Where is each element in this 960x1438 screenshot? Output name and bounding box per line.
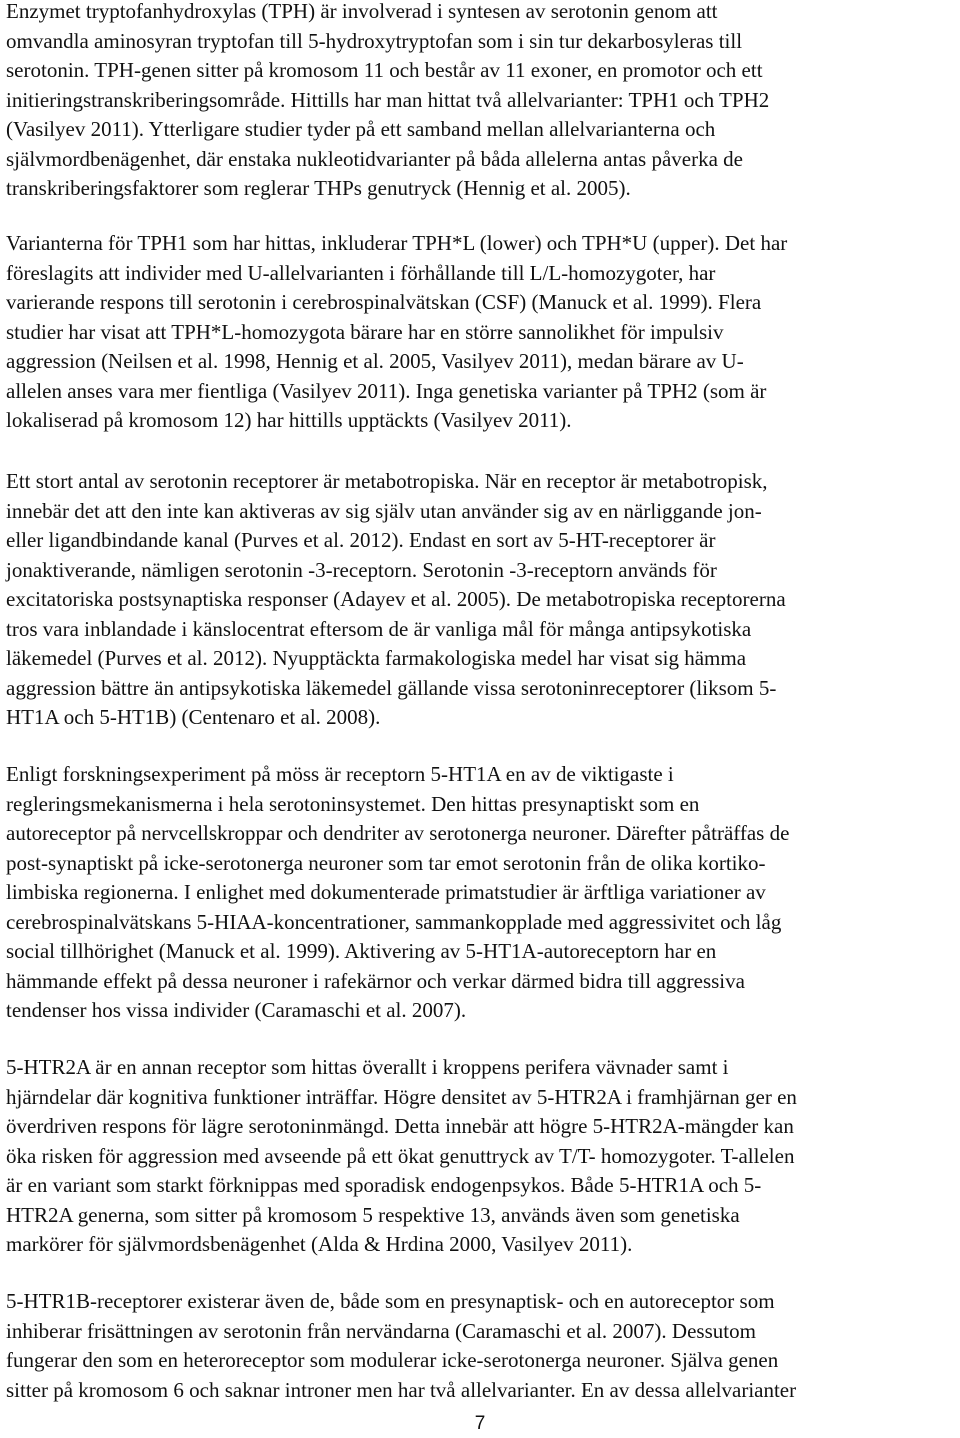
- text-line: (Vasilyev 2011). Ytterligare studier tyder på ett samband mellan allelvarianterna och: [6, 117, 716, 141]
- paragraph-serotonin-receptors: [6, 467, 954, 733]
- text-line: serotonin. TPH-genen sitter på kromosom 11 och består av 11 exoner, en promotor och ett: [6, 58, 763, 82]
- text-line: limbiska regionerna. I enlighet med dokumenterade primatstudier är ärftliga variationer av: [6, 880, 766, 904]
- text-line: öka risken för aggression med avseende på ett ökat genuttryck av T/T- homozygoter. T-allelen: [6, 1143, 795, 1168]
- text-line: eller ligandbindande kanal (Purves et al. 2012). Endast en sort av 5-HT-receptorer är: [6, 528, 716, 552]
- paragraph-5htr1b-receptor: [6, 1287, 954, 1405]
- text-line: jonaktiverande, nämligen serotonin -3-receptorn. Serotonin -3-receptorn används för: [6, 557, 717, 582]
- text-line: transkriberingsfaktorer som reglerar THPs genutryck (Hennig et al. 2005).: [6, 176, 631, 200]
- text-line: föreslagits att individer med U-allelvarianten i förhållande till L/L-homozygoter, har: [6, 260, 716, 285]
- paragraph-tph1-variants: [6, 229, 954, 436]
- text-line: hjärndelar där kognitiva funktioner inträffar. Högre densitet av 5-HTR2A i framhjärnan ger en: [6, 1084, 797, 1109]
- text-line: Enzymet tryptofanhydroxylas (TPH) är involverad i syntesen av serotonin genom att: [6, 0, 718, 23]
- text-line: lokaliserad på kromosom 12) har hittills upptäckts (Vasilyev 2011).: [6, 408, 572, 432]
- text-line: initieringstranskriberingsområde. Hittills har man hittat två allelvarianter: TPH1 och TPH2: [6, 87, 770, 112]
- text-line: aggression (Neilsen et al. 1998, Hennig et al. 2005, Vasilyev 2011), medan bärare av U-: [6, 349, 744, 373]
- text-line: varierande respons till serotonin i cerebrospinalvätskan (CSF) (Manuck et al. 1999). Flera: [6, 290, 762, 314]
- text-line: tros vara inblandade i känslocentrat eftersom de är vanliga mål för många antipsykotiska: [6, 616, 752, 641]
- text-line: excitatoriska postsynaptiska responser (Adayev et al. 2005). De metabotropiska receptorerna: [6, 587, 786, 611]
- text-line: är en variant som starkt förknippas med sporadisk endogenpsykos. Både 5-HTR1A och 5-: [6, 1173, 762, 1197]
- text-line: HTR2A generna, som sitter på kromosom 5 respektive 13, används även som genetiska: [6, 1202, 740, 1227]
- text-line: 5-HTR1B-receptorer existerar även de, både som en presynaptisk- och en autoreceptor som: [6, 1289, 775, 1313]
- text-line: inhiberar frisättningen av serotonin från nervändarna (Caramaschi et al. 2007). Dessutom: [6, 1318, 756, 1343]
- text-line: självmordbenägenhet, där enstaka nukleotidvarianter på båda allelerna antas påverka de: [6, 146, 743, 171]
- text-line: HT1A och 5-HT1B) (Centenaro et al. 2008).: [6, 705, 381, 729]
- text-line: allelen anses vara mer fientliga (Vasilyev 2011). Inga genetiska varianter på TPH2 (som är: [6, 378, 767, 403]
- text-line: studier har visat att TPH*L-homozygota bärare har en större sannolikhet för impulsiv: [6, 319, 724, 344]
- paragraph-5ht1a-receptor: [6, 760, 954, 1026]
- text-line: 5-HTR2A är en annan receptor som hittas överallt i kroppens perifera vävnader samt i: [6, 1055, 729, 1079]
- text-line: omvandla aminosyran tryptofan till 5-hydroxytryptofan som i sin tur dekarbosyleras till: [6, 28, 743, 53]
- paragraph-5htr2a-receptor: [6, 1053, 954, 1260]
- page-number: 7: [474, 1413, 486, 1434]
- text-line: Ett stort antal av serotonin receptorer är metabotropiska. När en receptor är metabotropisk,: [6, 469, 768, 493]
- text-line: hämmande effekt på dessa neuroner i rafekärnor och verkar därmed bidra till aggressiva: [6, 968, 745, 993]
- paragraph-tph-enzyme: [6, 0, 954, 204]
- text-line: cerebrospinalvätskans 5-HIAA-koncentrationer, sammankopplade med aggressivitet och låg: [6, 909, 782, 934]
- text-line: sitter på kromosom 6 och saknar introner men har två allelvarianter. En av dessa allelvarianter: [6, 1377, 797, 1402]
- text-line: överdriven respons för lägre serotoninmängd. Detta innebär att högre 5-HTR2A-mängder kan: [6, 1114, 794, 1138]
- text-line: post-synaptiskt på icke-serotonerga neuroner som tar emot serotonin från de olika kortiko-: [6, 850, 766, 875]
- text-line: social tillhörighet (Manuck et al. 1999). Aktivering av 5-HT1A-autoreceptorn har en: [6, 939, 717, 963]
- text-line: regleringsmekanismerna i hela serotoninsystemet. Den hittas presynaptiskt som en: [6, 791, 700, 816]
- text-line: tendenser hos vissa individer (Caramaschi et al. 2007).: [6, 998, 467, 1022]
- text-line: Varianterna för TPH1 som har hittas, inkluderar TPH*L (lower) och TPH*U (upper). Det har: [6, 231, 788, 255]
- text-line: innebär det att den inte kan aktiveras av sig själv utan använder sig av en närliggande jon-: [6, 498, 762, 523]
- text-line: fungerar den som en heteroreceptor som modulerar icke-serotonerga neuroner. Själva genen: [6, 1348, 779, 1372]
- text-line: läkemedel (Purves et al. 2012). Nyupptäckta farmakologiska medel har visat sig hämma: [6, 646, 747, 670]
- text-line: Enligt forskningsexperiment på möss är receptorn 5-HT1A en av de viktigaste i: [6, 762, 674, 786]
- text-line: autoreceptor på nervcellskroppar och dendriter av serotonerga neuroner. Därefter påträffas de: [6, 821, 790, 845]
- text-line: markörer för självmordsbenägenhet (Alda & Hrdina 2000, Vasilyev 2011).: [6, 1232, 633, 1256]
- text-line: aggression bättre än antipsykotiska läkemedel gällande vissa serotoninreceptorer (liksom 5-: [6, 675, 777, 700]
